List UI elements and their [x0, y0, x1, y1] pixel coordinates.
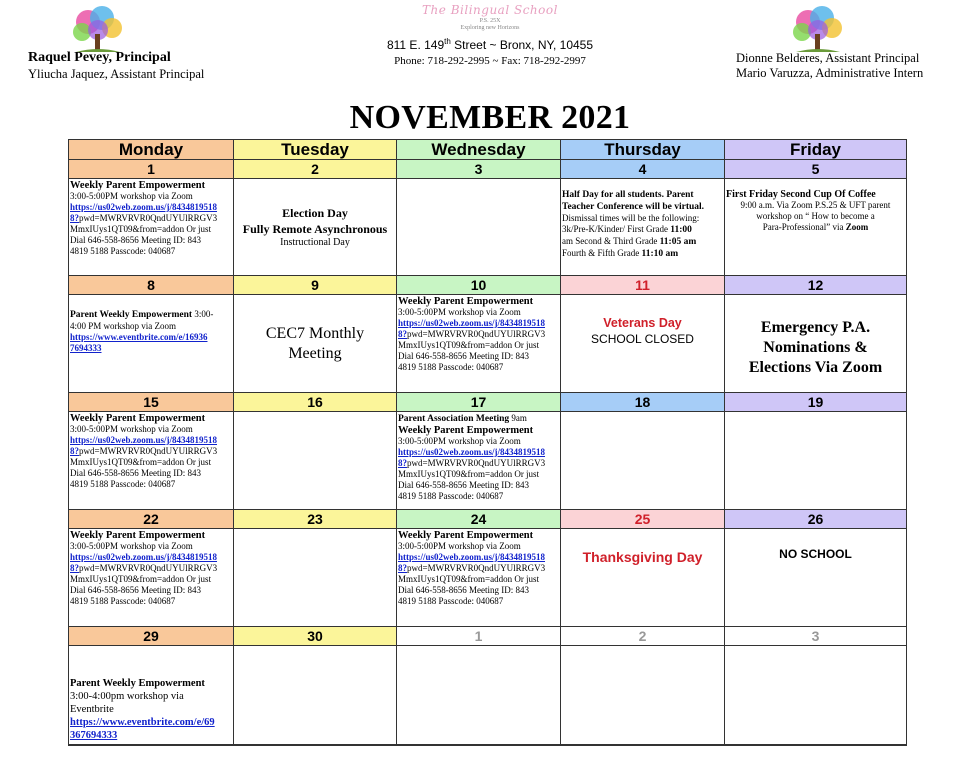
calendar-grid [68, 139, 907, 746]
date-number-holiday: 11 [561, 276, 725, 295]
date-number: 8 [69, 276, 234, 295]
date-number: 26 [725, 510, 906, 529]
date-number: 29 [69, 627, 234, 646]
date-number-holiday: 25 [561, 510, 725, 529]
day-cell-nov-11: Veterans Day SCHOOL CLOSED [561, 295, 725, 393]
date-number: 15 [69, 393, 234, 412]
date-number: 10 [397, 276, 561, 295]
zoom-link[interactable]: 8? [398, 329, 407, 339]
day-header-thursday: Thursday [561, 140, 725, 160]
letterhead [0, 0, 980, 100]
day-header-tuesday: Tuesday [234, 140, 397, 160]
zoom-link[interactable]: https://us02web.zoom.us/j/8434819518 [70, 202, 218, 212]
day-cell-nov-26: NO SCHOOL [725, 529, 906, 627]
day-cell-nov-5: First Friday Second Cup Of Coffee 9:00 a.m. Via Zoom P.S.25 & UFT parent workshop on “ How to become a Para-Professional” via Zoom [725, 179, 906, 276]
date-number: 1 [69, 160, 234, 179]
day-cell-nov-24: Weekly Parent Empowerment 3:00-5:00PM workshop via Zoom https://us02web.zoom.us/j/8434819518 8?pwd=MWRVRVR0QndUYUlRRGV3 MmxIUys1QT09&from=addon Or just Dial 646-558-8656 Meeting ID: 843 4819 5188 Passcode: 040687 [397, 529, 561, 627]
eventbrite-link[interactable]: 367694333 [70, 730, 118, 741]
day-cell-nov-2: Election Day Fully Remote Asynchronous Instructional Day [234, 179, 397, 276]
day-cell-nov-1: Weekly Parent Empowerment 3:00-5:00PM workshop via Zoom https://us02web.zoom.us/j/8434819518 8?pwd=MWRVRVR0QndUYUlRRGV3 MmxIUys1QT09&from=addon Or just Dial 646-558-8656 Meeting ID: 843 4819 5188 Passcode: 040687 [69, 179, 234, 276]
day-cell-nov-4: Half Day for all students. Parent Teacher Conference will be virtual. Dismissal times will be the following: 3k/Pre-K/Kinder/ First Grade 11:00 am Second & Third Grade 11:05 am Fourth & Fifth Grade 11:10 am [561, 179, 725, 276]
date-number: 22 [69, 510, 234, 529]
date-number: 23 [234, 510, 397, 529]
date-number-next-month: 1 [397, 627, 561, 646]
zoom-link[interactable]: https://us02web.zoom.us/j/8434819518 [398, 447, 546, 457]
date-number: 24 [397, 510, 561, 529]
date-number: 30 [234, 627, 397, 646]
intern-name: Mario Varuzza, Administrative Intern [736, 66, 924, 80]
phone-fax: Phone: 718-292-2995 ~ Fax: 718-292-2997 [394, 55, 586, 67]
day-cell-nov-25: Thanksgiving Day [561, 529, 725, 627]
assistant-principal-name: Yliucha Jaquez, Assistant Principal [28, 67, 205, 81]
day-cell-nov-18 [561, 412, 725, 510]
eventbrite-link[interactable]: 7694333 [70, 343, 102, 353]
day-header-friday: Friday [725, 140, 906, 160]
date-number: 19 [725, 393, 906, 412]
school-motto: Exploring new Horizons [460, 25, 520, 31]
day-header-monday: Monday [69, 140, 234, 160]
date-number-next-month: 3 [725, 627, 906, 646]
day-cell-nov-8: Parent Weekly Empowerment 3:00- 4:00 PM workshop via Zoom https://www.eventbrite.com/e/16936 7694333 [69, 295, 234, 393]
day-cell-nov-12: Emergency P.A. Nominations & Elections Via Zoom [725, 295, 906, 393]
zoom-link[interactable]: https://us02web.zoom.us/j/8434819518 [70, 552, 218, 562]
zoom-link[interactable]: 8? [70, 446, 79, 456]
zoom-link[interactable]: 8? [70, 563, 79, 573]
zoom-link[interactable]: https://us02web.zoom.us/j/8434819518 [70, 435, 218, 445]
date-number: 17 [397, 393, 561, 412]
date-number: 12 [725, 276, 906, 295]
left-staff-names [28, 50, 204, 82]
zoom-link[interactable]: 8? [70, 213, 79, 223]
date-number: 9 [234, 276, 397, 295]
date-number-next-month: 2 [561, 627, 725, 646]
day-cell-nov-16 [234, 412, 397, 510]
eventbrite-link[interactable]: https://www.eventbrite.com/e/69 [70, 717, 215, 728]
date-number: 5 [725, 160, 906, 179]
date-number: 3 [397, 160, 561, 179]
day-cell-nov-10: Weekly Parent Empowerment 3:00-5:00PM workshop via Zoom https://us02web.zoom.us/j/8434819518 8?pwd=MWRVRVR0QndUYUlRRGV3 MmxIUys1QT09&from=addon Or just Dial 646-558-8656 Meeting ID: 843 4819 5188 Passcode: 040687 [397, 295, 561, 393]
school-address: 811 E. 149th Street ~ Bronx, NY, 10455 [386, 37, 594, 52]
day-cell-nov-15: Weekly Parent Empowerment 3:00-5:00PM workshop via Zoom https://us02web.zoom.us/j/8434819518 8?pwd=MWRVRVR0QndUYUlRRGV3 MmxIUys1QT09&from=addon Or just Dial 646-558-8656 Meeting ID: 843 4819 5188 Passcode: 040687 [69, 412, 234, 510]
date-number: 2 [234, 160, 397, 179]
school-code: P.S. 25X [479, 18, 501, 24]
day-cell-nov-23 [234, 529, 397, 627]
day-cell-dec-2 [561, 646, 725, 745]
day-cell-dec-1 [397, 646, 561, 745]
day-cell-nov-30 [234, 646, 397, 745]
month-title: NOVEMBER 2021 [349, 99, 631, 136]
tree-logo-icon [786, 4, 850, 56]
school-info [340, 2, 640, 69]
day-cell-nov-22: Weekly Parent Empowerment 3:00-5:00PM workshop via Zoom https://us02web.zoom.us/j/8434819518 8?pwd=MWRVRVR0QndUYUlRRGV3 MmxIUys1QT09&from=addon Or just Dial 646-558-8656 Meeting ID: 843 4819 5188 Passcode: 040687 [69, 529, 234, 627]
day-cell-nov-17: Parent Association Meeting 9am Weekly Parent Empowerment 3:00-5:00PM workshop via Zoom https://us02web.zoom.us/j/8434819518 8?pwd=MWRVRVR0QndUYUlRRGV3 MmxIUys1QT09&from=addon Or just Dial 646-558-8656 Meeting ID: 843 4819 5188 Passcode: 040687 [397, 412, 561, 510]
day-cell-nov-3 [397, 179, 561, 276]
day-cell-nov-19 [725, 412, 906, 510]
eventbrite-link[interactable]: https://www.eventbrite.com/e/16936 [70, 332, 208, 342]
assistant-principal-name: Dionne Belderes, Assistant Principal [736, 51, 920, 65]
principal-name: Raquel Pevey, Principal [28, 50, 171, 65]
date-number: 18 [561, 393, 725, 412]
day-cell-dec-3 [725, 646, 906, 745]
day-cell-nov-29: Parent Weekly Empowerment 3:00-4:00pm workshop via Eventbrite https://www.eventbrite.com/e/69 367694333 [69, 646, 234, 745]
zoom-link[interactable]: 8? [398, 563, 407, 573]
zoom-link[interactable]: https://us02web.zoom.us/j/8434819518 [398, 318, 546, 328]
zoom-link[interactable]: https://us02web.zoom.us/j/8434819518 [398, 552, 546, 562]
school-logo: The Bilingual School [422, 3, 558, 17]
day-header-wednesday: Wednesday [397, 140, 561, 160]
right-staff-names [736, 51, 923, 81]
zoom-link[interactable]: 8? [398, 458, 407, 468]
day-cell-nov-9: CEC7 Monthly Meeting [234, 295, 397, 393]
date-number: 16 [234, 393, 397, 412]
tree-logo-icon [66, 4, 130, 56]
date-number: 4 [561, 160, 725, 179]
